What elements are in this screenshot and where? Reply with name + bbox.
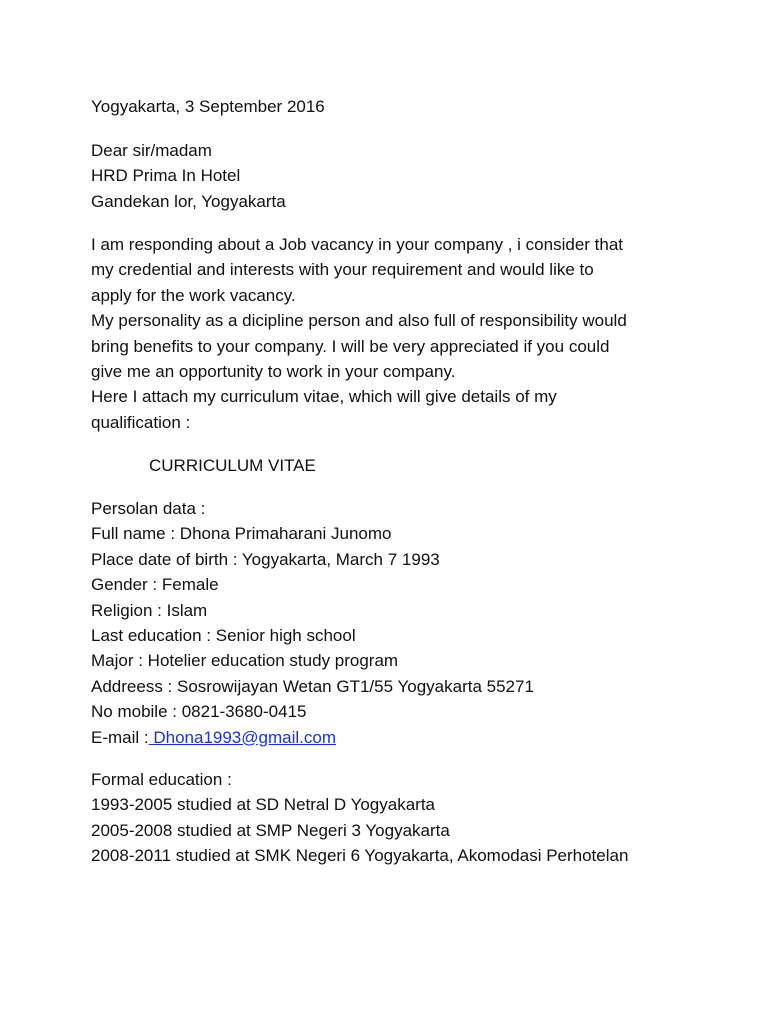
last-education: Last education : Senior high school (91, 625, 356, 645)
email-label: E-mail : (91, 727, 149, 747)
letter-date-block (91, 94, 711, 119)
formal-education-section (91, 767, 711, 869)
education-entry: 1993-2005 studied at SD Netral D Yogyakarta (91, 795, 436, 815)
letter-date: Yogyakarta, 3 September 2016 (91, 97, 325, 116)
gender: Gender : Female (91, 575, 219, 595)
body-line: give me an opportunity to work in your company. (91, 361, 456, 381)
salutation: Dear sir/madam (91, 141, 212, 160)
recipient-address: Gandekan lor, Yogyakarta (91, 191, 286, 211)
major: Major : Hotelier education study program (91, 651, 399, 671)
personal-data-section (91, 496, 711, 750)
body-line: bring benefits to your company. I will be very appreciated if you could (91, 336, 610, 356)
education-entry: 2008-2011 studied at SMK Negeri 6 Yogyakarta, Akomodasi Perhotelan (91, 846, 629, 866)
email-row (91, 725, 711, 750)
body-line: I am responding about a Job vacancy in your company , i consider that (91, 235, 624, 254)
personal-data-heading: Persolan data : (91, 499, 206, 518)
religion: Religion : Islam (91, 600, 208, 620)
cv-title: CURRICULUM VITAE (149, 456, 316, 475)
body-line: Here I attach my curriculum vitae, which will give details of my (91, 387, 557, 407)
email-link[interactable]: Dhona1993@gmail.com (148, 727, 336, 747)
recipient-name: HRD Prima In Hotel (91, 166, 241, 186)
body-line: apply for the work vacancy. (91, 285, 296, 305)
cv-title-block (149, 453, 768, 478)
body-line: qualification : (91, 412, 191, 432)
body-line: My personality as a dicipline person and also full of responsibility would (91, 311, 627, 331)
letter-body (91, 232, 711, 435)
birth-info: Place date of birth : Yogyakarta, March 7 1993 (91, 549, 440, 569)
recipient-block (91, 138, 711, 214)
mobile-number: No mobile : 0821-3680-0415 (91, 702, 307, 722)
education-heading: Formal education : (91, 770, 232, 789)
address: Addreess : Sosrowijayan Wetan GT1/55 Yogyakarta 55271 (91, 676, 534, 696)
education-entry: 2005-2008 studied at SMP Negeri 3 Yogyakarta (91, 820, 450, 840)
body-line: my credential and interests with your requirement and would like to (91, 260, 594, 280)
full-name: Full name : Dhona Primaharani Junomo (91, 524, 392, 544)
